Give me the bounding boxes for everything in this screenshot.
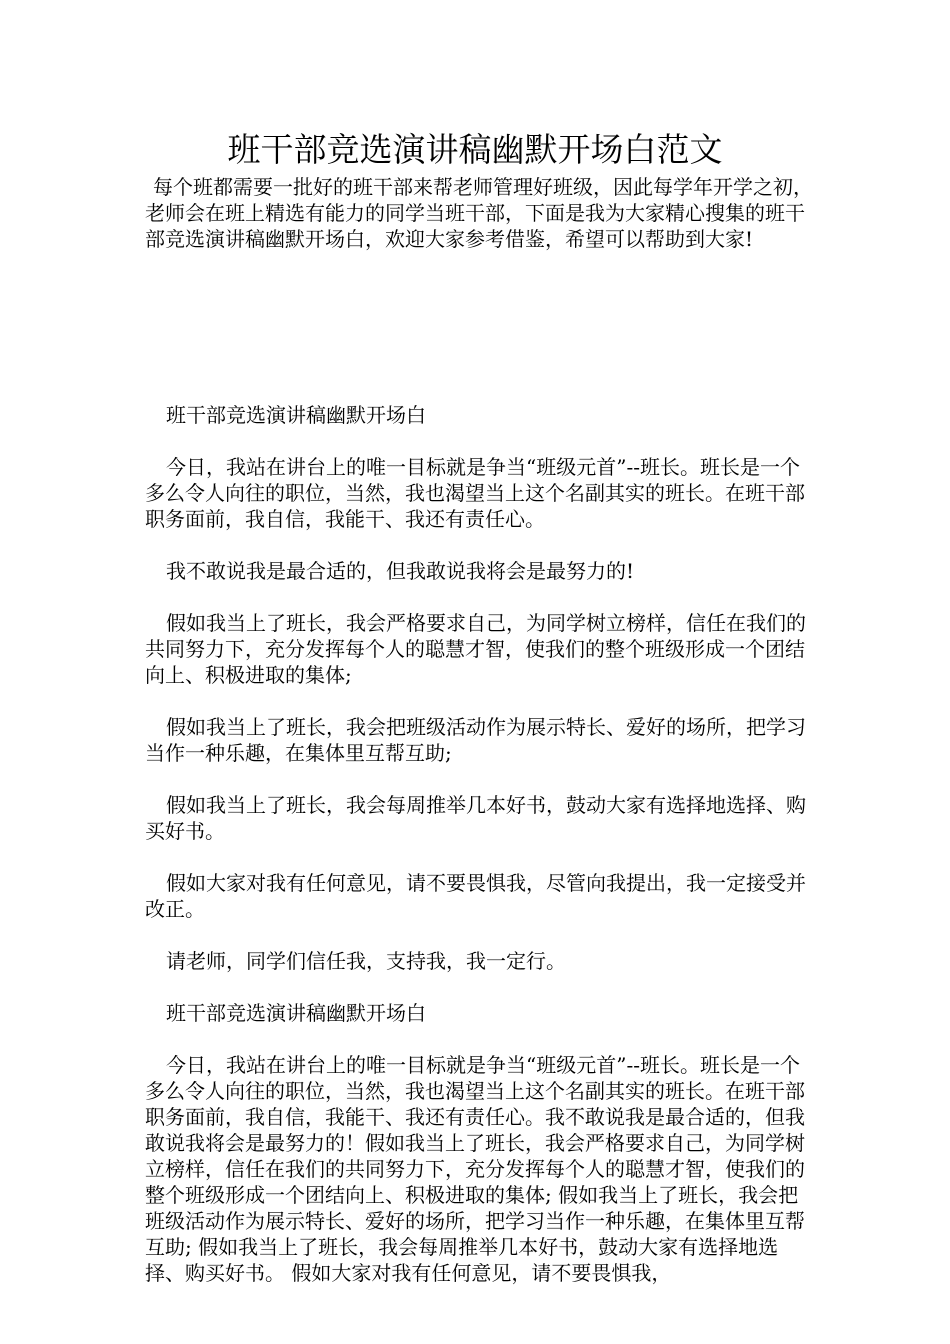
spacer	[145, 584, 813, 610]
spacer	[145, 252, 813, 402]
section-heading: 班干部竞选演讲稿幽默开场白	[166, 1001, 426, 1025]
paragraph: 请老师，同学们信任我，支持我，我一定行。	[166, 949, 566, 973]
section-heading: 班干部竞选演讲稿幽默开场白	[166, 403, 426, 427]
document-body	[145, 174, 813, 1286]
document-title: 班干部竞选演讲稿幽默开场白范文	[227, 130, 723, 169]
spacer	[145, 844, 813, 870]
intro-paragraph: 每个班都需要一批好的班干部来帮老师管理好班级，因此每学年开学之初，老师会在班上精选有能力的同学当班干部，下面是我为大家精心搜集的班干部竞选演讲稿幽默开场白，欢迎大家参考借鉴，希望可以帮助到大家!	[145, 175, 813, 251]
spacer	[145, 532, 813, 558]
paragraph: 假如我当上了班长，我会每周推举几本好书，鼓动大家有选择地选择、购买好书。	[145, 793, 806, 843]
paragraph: 今日，我站在讲台上的唯一目标就是争当“班级元首”--班长。班长是一个多么令人向往的职位，当然，我也渴望当上这个名副其实的班长。在班干部职务面前，我自信，我能干、我还有责任心。我不敢说我是最合适的，但我敢说我将会是最努力的！假如我当上了班长，我会严格要求自己，为同学树立榜样，信任在我们的共同努力下，充分发挥每个人的聪慧才智，使我们的整个班级形成一个团结向上、积极进取的集体; 假如我当上了班长，我会把班级活动作为展示特长、爱好的场所，把学习当作一种乐趣，在集体里互帮互助; 假如我当上了班长，我会每周推举几本好书，鼓动大家有选择地选择、购买好书。 假如大家对我有任何意见，请不要畏惧我，	[145, 1053, 805, 1285]
spacer	[145, 688, 813, 714]
paragraph: 假如我当上了班长，我会把班级活动作为展示特长、爱好的场所，把学习当作一种乐趣，在集体里互帮互助;	[145, 715, 806, 765]
spacer	[145, 974, 813, 1000]
paragraph: 今日，我站在讲台上的唯一目标就是争当“班级元首”--班长。班长是一个多么令人向往的职位，当然，我也渴望当上这个名副其实的班长。在班干部职务面前，我自信，我能干、我还有责任心。	[145, 455, 805, 531]
spacer	[145, 922, 813, 948]
paragraph: 假如我当上了班长，我会严格要求自己，为同学树立榜样，信任在我们的共同努力下，充分发挥每个人的聪慧才智，使我们的整个班级形成一个团结向上、积极进取的集体;	[145, 611, 806, 687]
spacer	[145, 1026, 813, 1052]
spacer	[145, 428, 813, 454]
paragraph: 我不敢说我是最合适的，但我敢说我将会是最努力的!	[166, 559, 635, 583]
spacer	[145, 766, 813, 792]
paragraph: 假如大家对我有任何意见，请不要畏惧我，尽管向我提出，我一定接受并改正。	[145, 871, 806, 921]
